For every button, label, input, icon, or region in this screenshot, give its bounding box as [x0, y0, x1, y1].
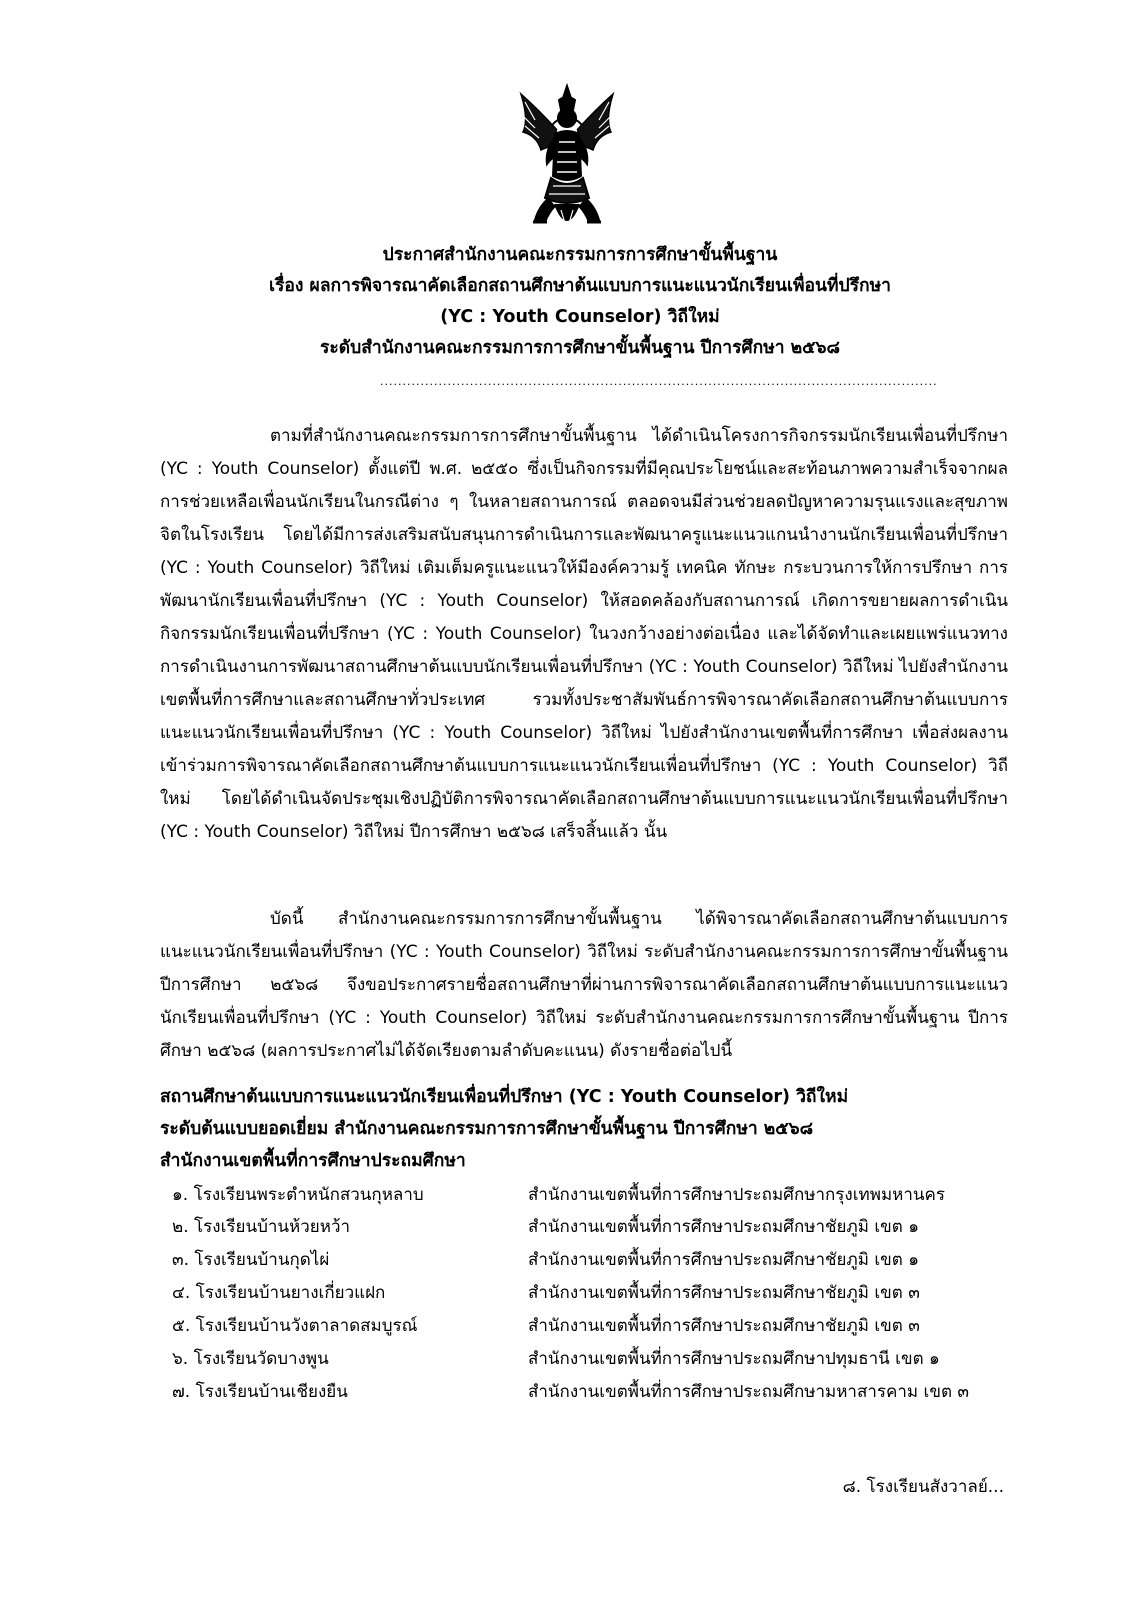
- list-item: [0, 1344, 1132, 1375]
- school-name: ๒. โรงเรียนบ้านห้วยหว้า: [172, 1217, 351, 1237]
- list-item: [0, 1311, 1132, 1342]
- school-name: ๖. โรงเรียนวัดบางพูน: [172, 1349, 329, 1369]
- school-office: สำนักงานเขตพื้นที่การศึกษาประถมศึกษามหาสารคาม เขต ๓: [528, 1382, 970, 1402]
- announcement-title: ประกาศสำนักงานคณะกรรมการการศึกษาขั้นพื้นฐาน: [382, 245, 778, 265]
- school-name: ๓. โรงเรียนบ้านกุดไผ่: [172, 1250, 330, 1270]
- body-paragraph-1: [160, 420, 1008, 849]
- school-office: สำนักงานเขตพื้นที่การศึกษาประถมศึกษาชัยภูมิ เขต ๑: [528, 1250, 919, 1270]
- garuda-emblem-icon: [511, 80, 623, 238]
- school-office: สำนักงานเขตพื้นที่การศึกษาประถมศึกษาชัยภูมิ เขต ๓: [528, 1283, 920, 1303]
- list-item: [0, 1377, 1132, 1408]
- school-office: สำนักงานเขตพื้นที่การศึกษาประถมศึกษาปทุมธานี เขต ๑: [528, 1349, 940, 1369]
- section-heading-program: สถานศึกษาต้นแบบการแนะแนวนักเรียนเพื่อนที่ปรึกษา (YC : Youth Counselor) วิถีใหม่: [160, 1087, 849, 1107]
- list-item: [0, 1245, 1132, 1276]
- school-name: ๑. โรงเรียนพระตำหนักสวนกุหลาบ: [172, 1185, 424, 1205]
- list-item: [0, 1180, 1132, 1211]
- school-office: สำนักงานเขตพื้นที่การศึกษาประถมศึกษาชัยภูมิ เขต ๑: [528, 1217, 919, 1237]
- continuation-note: ๘. โรงเรียนสังวาลย์...: [842, 1477, 1004, 1497]
- school-name: ๕. โรงเรียนบ้านวังตาลาดสมบูรณ์: [172, 1316, 418, 1336]
- list-item: [0, 1212, 1132, 1243]
- section-heading-level: ระดับต้นแบบยอดเยี่ยม สำนักงานคณะกรรมการการศึกษาขั้นพื้นฐาน ปีการศึกษา ๒๕๖๘: [160, 1119, 814, 1139]
- school-name: ๔. โรงเรียนบ้านยางเกี่ยวแฝก: [172, 1283, 386, 1303]
- school-office: สำนักงานเขตพื้นที่การศึกษาประถมศึกษากรุงเทพมหานคร: [528, 1185, 946, 1205]
- school-name: ๗. โรงเรียนบ้านเชียงยืน: [172, 1382, 348, 1402]
- announcement-subject-program: (YC : Youth Counselor) วิถีใหม่: [440, 307, 720, 327]
- paragraph-2-text: บัดนี้ สำนักงานคณะกรรมการการศึกษาขั้นพื้นฐาน ได้พิจารณาคัดเลือกสถานศึกษาต้นแบบการแนะแนวนักเรียนเพื่อนที่ปรึกษา (YC : Youth Counselor) วิถีใหม่ ระดับสำนักงานคณะกรรมการการศึกษาขั้นพื้นฐาน ปีการศึกษา ๒๕๖๘ จึงขอประกาศรายชื่อสถานศึกษาที่ผ่านการพิจารณาคัดเลือกสถานศึกษาต้นแบบการแนะแนวนักเรียนเพื่อนที่ปรึกษา (YC : Youth Counselor) วิถีใหม่ ระดับสำนักงานคณะกรรมการการศึกษาขั้นพื้นฐาน ปีการศึกษา ๒๕๖๘ (ผลการประกาศไม่ได้จัดเรียงตามลำดับคะแนน) ดังรายชื่อต่อไปนี้: [160, 909, 1008, 1061]
- list-item: [0, 1278, 1132, 1309]
- school-office: สำนักงานเขตพื้นที่การศึกษาประถมศึกษาชัยภูมิ เขต ๓: [528, 1316, 920, 1336]
- section-heading-office-type: สำนักงานเขตพื้นที่การศึกษาประถมศึกษา: [160, 1151, 466, 1171]
- announcement-level-year: ระดับสำนักงานคณะกรรมการการศึกษาขั้นพื้นฐาน ปีการศึกษา ๒๕๖๘: [319, 338, 841, 358]
- body-paragraph-2: [160, 903, 1008, 1068]
- announcement-subject: เรื่อง ผลการพิจารณาคัดเลือกสถานศึกษาต้นแบบการแนะแนวนักเรียนเพื่อนที่ปรึกษา: [269, 276, 891, 296]
- header-separator: ............................................................................................................................: [380, 375, 938, 388]
- paragraph-1-text: ตามที่สำนักงานคณะกรรมการการศึกษาขั้นพื้นฐาน ได้ดำเนินโครงการกิจกรรมนักเรียนเพื่อนที่ปรึกษา (YC : Youth Counselor) ตั้งแต่ปี พ.ศ. ๒๕๕๐ ซึ่งเป็นกิจกรรมที่มีคุณประโยชน์และสะท้อนภาพความสำเร็จจากผลการช่วยเหลือเพื่อนนักเรียนในกรณีต่าง ๆ ในหลายสถานการณ์ ตลอดจนมีส่วนช่วยลดปัญหาความรุนแรงและสุขภาพจิตในโรงเรียน โดยได้มีการส่งเสริมสนับสนุนการดำเนินการและพัฒนาครูแนะแนวแกนนำงานนักเรียนเพื่อนที่ปรึกษา (YC : Youth Counselor) วิถีใหม่ เติมเต็มครูแนะแนวให้มีองค์ความรู้ เทคนิค ทักษะ กระบวนการให้การปรึกษา การพัฒนานักเรียนเพื่อนที่ปรึกษา (YC : Youth Counselor) ให้สอดคล้องกับสถานการณ์ เกิดการขยายผลการดำเนินกิจกรรมนักเรียนเพื่อนที่ปรึกษา (YC : Youth Counselor) ในวงกว้างอย่างต่อเนื่อง และได้จัดทำและเผยแพร่แนวทางการดำเนินงานการพัฒนาสถานศึกษาต้นแบบนักเรียนเพื่อนที่ปรึกษา (YC : Youth Counselor) วิถีใหม่ ไปยังสำนักงานเขตพื้นที่การศึกษาและสถานศึกษาทั่วประเทศ รวมทั้งประชาสัมพันธ์การพิจารณาคัดเลือกสถานศึกษาต้นแบบการแนะแนวนักเรียนเพื่อนที่ปรึกษา (YC : Youth Counselor) วิถีใหม่ ไปยังสำนักงานเขตพื้นที่การศึกษา เพื่อส่งผลงานเข้าร่วมการพิจารณาคัดเลือกสถานศึกษาต้นแบบการแนะแนวนักเรียนเพื่อนที่ปรึกษา (YC : Youth Counselor) วิถีใหม่ โดยได้ดำเนินจัดประชุมเชิงปฏิบัติการพิจารณาคัดเลือกสถานศึกษาต้นแบบการแนะแนวนักเรียนเพื่อนที่ปรึกษา (YC : Youth Counselor) วิถีใหม่ ปีการศึกษา ๒๕๖๘ เสร็จสิ้นแล้ว นั้น: [160, 426, 1008, 842]
